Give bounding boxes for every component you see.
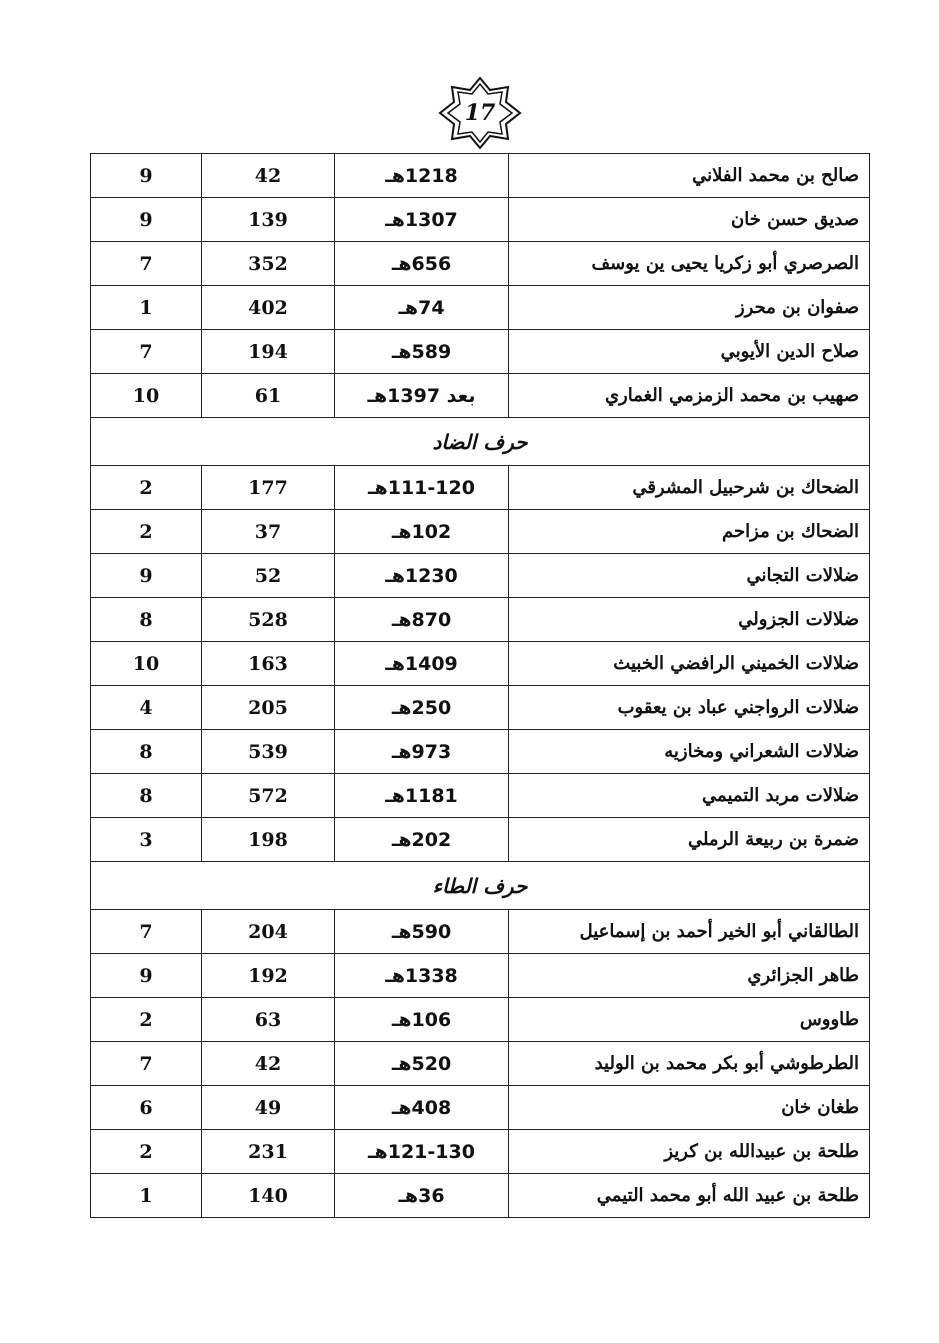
table-row xyxy=(91,954,870,998)
section-header-ta: حرف الطاء xyxy=(91,862,870,910)
volume-ref: 6 xyxy=(91,1086,202,1130)
table-row xyxy=(91,598,870,642)
page-ref: 192 xyxy=(202,954,335,998)
death-date: 1181هـ xyxy=(335,774,509,818)
death-date: 590هـ xyxy=(335,910,509,954)
person-name: ضلالات مربد التميمي xyxy=(509,774,870,818)
person-name: ضلالات الخميني الرافضي الخبيث xyxy=(509,642,870,686)
table-row xyxy=(91,286,870,330)
person-name: صلاح الدين الأيوبي xyxy=(509,330,870,374)
table-row xyxy=(91,1042,870,1086)
index-table xyxy=(90,153,870,1218)
death-date: 102هـ xyxy=(335,510,509,554)
death-date: 121-130هـ xyxy=(335,1130,509,1174)
page-ref: 402 xyxy=(202,286,335,330)
table-row xyxy=(91,642,870,686)
page-ref: 63 xyxy=(202,998,335,1042)
death-date: 589هـ xyxy=(335,330,509,374)
page-ref: 177 xyxy=(202,466,335,510)
death-date: بعد 1397هـ xyxy=(335,374,509,418)
volume-ref: 7 xyxy=(91,242,202,286)
death-date: 1338هـ xyxy=(335,954,509,998)
volume-ref: 7 xyxy=(91,910,202,954)
person-name: الضحاك بن شرحبيل المشرقي xyxy=(509,466,870,510)
page-ref: 352 xyxy=(202,242,335,286)
death-date: 1307هـ xyxy=(335,198,509,242)
person-name: طاووس xyxy=(509,998,870,1042)
page-ref: 140 xyxy=(202,1174,335,1218)
person-name: ضلالات الشعراني ومخازيه xyxy=(509,730,870,774)
page-ref: 205 xyxy=(202,686,335,730)
table-row xyxy=(91,910,870,954)
death-date: 1230هـ xyxy=(335,554,509,598)
page-ref: 231 xyxy=(202,1130,335,1174)
section-header-dad: حرف الضاد xyxy=(91,418,870,466)
table-row xyxy=(91,998,870,1042)
table-row xyxy=(91,510,870,554)
volume-ref: 4 xyxy=(91,686,202,730)
volume-ref: 10 xyxy=(91,642,202,686)
volume-ref: 8 xyxy=(91,730,202,774)
table-row xyxy=(91,242,870,286)
volume-ref: 1 xyxy=(91,286,202,330)
table-row xyxy=(91,1174,870,1218)
table-row xyxy=(91,818,870,862)
table-row xyxy=(91,154,870,198)
volume-ref: 2 xyxy=(91,466,202,510)
page-ref: 61 xyxy=(202,374,335,418)
death-date: 973هـ xyxy=(335,730,509,774)
death-date: 408هـ xyxy=(335,1086,509,1130)
volume-ref: 1 xyxy=(91,1174,202,1218)
page-ref: 37 xyxy=(202,510,335,554)
death-date: 250هـ xyxy=(335,686,509,730)
death-date: 111-120هـ xyxy=(335,466,509,510)
table-row xyxy=(91,330,870,374)
page-ref: 539 xyxy=(202,730,335,774)
page-ref: 198 xyxy=(202,818,335,862)
volume-ref: 9 xyxy=(91,954,202,998)
volume-ref: 3 xyxy=(91,818,202,862)
table-row xyxy=(91,374,870,418)
page-ref: 42 xyxy=(202,1042,335,1086)
volume-ref: 9 xyxy=(91,554,202,598)
section-header-row xyxy=(91,418,870,466)
person-name: الطالقاني أبو الخير أحمد بن إسماعيل xyxy=(509,910,870,954)
volume-ref: 8 xyxy=(91,774,202,818)
death-date: 36هـ xyxy=(335,1174,509,1218)
person-name: ضلالات الجزولي xyxy=(509,598,870,642)
volume-ref: 8 xyxy=(91,598,202,642)
person-name: صديق حسن خان xyxy=(509,198,870,242)
person-name: ضلالات التجاني xyxy=(509,554,870,598)
page-ref: 194 xyxy=(202,330,335,374)
person-name: ضمرة بن ربيعة الرملي xyxy=(509,818,870,862)
person-name: صهيب بن محمد الزمزمي الغماري xyxy=(509,374,870,418)
table-row xyxy=(91,554,870,598)
volume-ref: 2 xyxy=(91,1130,202,1174)
volume-ref: 2 xyxy=(91,510,202,554)
table-row xyxy=(91,198,870,242)
person-name: طلحة بن عبيد الله أبو محمد التيمي xyxy=(509,1174,870,1218)
page-ref: 528 xyxy=(202,598,335,642)
table-row xyxy=(91,1086,870,1130)
page-number: 17 xyxy=(464,100,496,126)
page-number-badge xyxy=(438,76,522,150)
person-name: الضحاك بن مزاحم xyxy=(509,510,870,554)
volume-ref: 7 xyxy=(91,1042,202,1086)
person-name: ضلالات الرواجني عباد بن يعقوب xyxy=(509,686,870,730)
page-ref: 49 xyxy=(202,1086,335,1130)
death-date: 74هـ xyxy=(335,286,509,330)
person-name: صالح بن محمد الفلاني xyxy=(509,154,870,198)
page-ref: 572 xyxy=(202,774,335,818)
person-name: الطرطوشي أبو بكر محمد بن الوليد xyxy=(509,1042,870,1086)
page-ref: 204 xyxy=(202,910,335,954)
death-date: 870هـ xyxy=(335,598,509,642)
death-date: 520هـ xyxy=(335,1042,509,1086)
page-ref: 52 xyxy=(202,554,335,598)
death-date: 1218هـ xyxy=(335,154,509,198)
person-name: طغان خان xyxy=(509,1086,870,1130)
person-name: الصرصري أبو زكريا يحيى ين يوسف xyxy=(509,242,870,286)
section-header-row xyxy=(91,862,870,910)
volume-ref: 9 xyxy=(91,198,202,242)
page-ref: 163 xyxy=(202,642,335,686)
death-date: 106هـ xyxy=(335,998,509,1042)
volume-ref: 7 xyxy=(91,330,202,374)
person-name: صفوان بن محرز xyxy=(509,286,870,330)
table-row xyxy=(91,730,870,774)
volume-ref: 9 xyxy=(91,154,202,198)
volume-ref: 2 xyxy=(91,998,202,1042)
table-row xyxy=(91,466,870,510)
death-date: 1409هـ xyxy=(335,642,509,686)
table-row xyxy=(91,1130,870,1174)
death-date: 202هـ xyxy=(335,818,509,862)
page-ref: 139 xyxy=(202,198,335,242)
page-ref: 42 xyxy=(202,154,335,198)
volume-ref: 10 xyxy=(91,374,202,418)
person-name: طاهر الجزائري xyxy=(509,954,870,998)
table-row xyxy=(91,774,870,818)
table-row xyxy=(91,686,870,730)
person-name: طلحة بن عبيدالله بن كريز xyxy=(509,1130,870,1174)
death-date: 656هـ xyxy=(335,242,509,286)
